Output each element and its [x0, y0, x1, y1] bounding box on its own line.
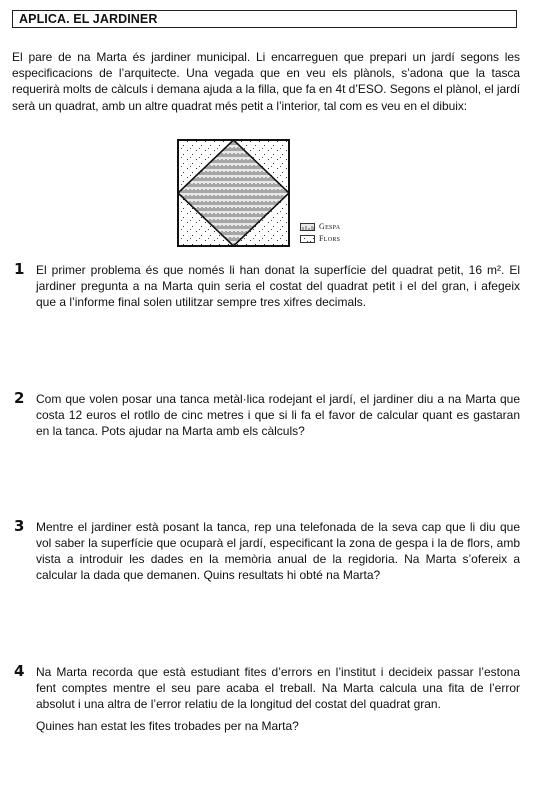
legend-label-grass: Gespa	[319, 222, 341, 231]
legend	[300, 221, 340, 245]
question-paragraph: Mentre el jardiner està posant la tanca, rep una telefonada de la seva cap que li diu que vol saber la superfície que ocuparà el jardí, especificant la zona de gespa i la de flors, amb vista a introduir les dades en la memòria anual de la regidoria. Na Marta s’ofereix a calcular la dada que demanen. Quins resultats hi obté na Marta?	[36, 520, 520, 582]
flowers-pattern-icon	[300, 235, 315, 243]
question-text	[36, 391, 520, 439]
grass-pattern-icon	[300, 223, 315, 231]
question-text	[36, 519, 520, 583]
intro-paragraph: El pare de na Marta és jardiner municipal. Li encarreguen que prepari un jardí segons les especificacions de l’arquitecte. Una vegada que en veu els plànols, s’adona que la tasca requerirà molts de càlculs i demana ajuda a la filla, que fa en 4t d’ESO. Segons el plànol, el jardí serà un quadrat, amb un altre quadrat més petit a l’interior, tal com es veu en el dibuix:	[12, 50, 520, 113]
legend-label-flowers: Flors	[319, 234, 341, 243]
question-paragraph: El primer problema és que només li han donat la superfície del quadrat petit, 16 m². El jardiner pregunta a na Marta quin seria el costat del quadrat petit i el del gran, i afegeix que a l’informe final solen utilitzar sempre tres xifres decimals.	[36, 263, 520, 309]
legend-item-flowers	[300, 233, 340, 245]
question-number: 1	[14, 260, 25, 278]
question-text	[36, 664, 520, 734]
section-title: APLICA. EL JARDINER	[12, 10, 517, 28]
question-number: 4	[14, 662, 25, 680]
question-text	[36, 262, 520, 310]
garden-diagram	[177, 139, 291, 247]
question-paragraph: Quines han estat les fites trobades per na Marta?	[36, 719, 299, 733]
question-number: 2	[14, 389, 25, 407]
question-paragraph: Na Marta recorda que està estudiant fites d’errors en l’institut i decideix passar l’estona fent comptes mentre el seu pare acaba el treball. Na Marta calcula una fita de l’error absolut i una altra de l’error relatiu de la longitud del costat del quadrat gran.	[36, 665, 520, 711]
question-number: 3	[14, 517, 25, 535]
legend-item-grass	[300, 221, 340, 233]
question-paragraph: Com que volen posar una tanca metàl·lica rodejant el jardí, el jardiner diu a na Marta que costa 12 euros el rotllo de cinc metres i que si li fa el favor de calcular quant es gastaran en la tanca. Pots ajudar na Marta amb els càlculs?	[36, 392, 520, 438]
